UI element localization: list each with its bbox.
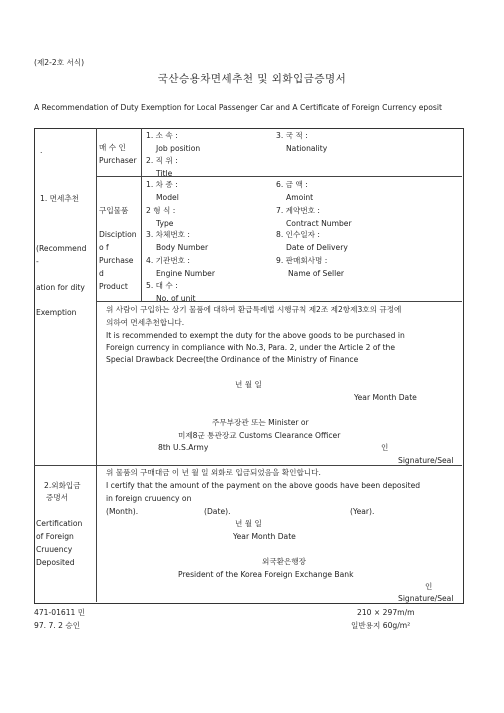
field-model-en: Model	[156, 193, 179, 202]
recommendation-en-2: Foreign currency in compliance with No.3, Para. 2, under the Article 2 of the	[106, 343, 396, 352]
purchaser-label-ko: 매 수 인	[99, 143, 126, 152]
certificate-ko: 위 물품의 구매대금 이 년 월 일 외화로 입금되었음을 확인합니다.	[106, 468, 321, 477]
section1-seal-ko: 인	[381, 443, 389, 452]
section1-seal-en: Signature/Seal	[398, 456, 454, 465]
section1-date-en: Year Month Date	[354, 393, 417, 402]
section1-label-ko: 1. 면세추천	[40, 194, 80, 203]
section1-signer-1: 주무부장관 또는 Minister or	[212, 418, 309, 427]
section2-label-ko-1: 2.외화입금	[44, 481, 81, 490]
row-divider-purchaser	[96, 176, 462, 177]
row-divider-goods	[96, 301, 462, 302]
footer-form-code: 471-01611 민	[34, 608, 86, 617]
section1-date-ko: 년 월 일	[235, 380, 262, 389]
section1-signer-2: 미제8군 통관장교 Customs Clearance Officer	[178, 431, 341, 440]
field-delivery-date[interactable]: 8. 인수일자 :	[276, 230, 320, 239]
field-type-en: Type	[156, 219, 174, 228]
goods-label-en-3: Purchase	[99, 256, 134, 265]
field-nationality[interactable]: 3. 국 적 :	[276, 131, 308, 140]
field-model[interactable]: 1. 차 종 :	[146, 180, 178, 189]
field-engine-number[interactable]: 4. 기관번호 :	[146, 256, 190, 265]
purchaser-label-en: Purchaser	[99, 156, 137, 165]
section2-date-ko: 년 월 일	[235, 519, 262, 528]
certificate-year: (Year).	[350, 507, 375, 516]
goods-label-en-2: o f	[99, 243, 109, 252]
footer-paper-size: 210 × 297m/m	[357, 608, 415, 617]
certificate-month: (Month).	[106, 507, 139, 516]
field-title-en: Title	[156, 169, 173, 178]
section2-seal-ko: 인	[425, 582, 433, 591]
field-type[interactable]: 2 형 식 :	[146, 206, 176, 215]
section2-seal-en: Signature/Seal	[398, 594, 454, 603]
field-units[interactable]: 5. 대 수 :	[146, 281, 178, 290]
footer-paper-weight: 일반용지 60g/m²	[351, 621, 411, 630]
field-delivery-date-en: Date of Delivery	[286, 243, 348, 252]
field-nationality-en: Nationality	[286, 144, 328, 153]
field-amount-en: Amoint	[286, 193, 314, 202]
section1-label-en-2: -	[36, 257, 39, 266]
goods-label-ko: 구입물품	[99, 206, 129, 215]
field-contract-number[interactable]: 7. 계약번호 :	[276, 206, 320, 215]
certificate-en-1: I certify that the amount of the payment on the above goods have been deposited	[106, 481, 421, 490]
field-affiliation-en: Job position	[156, 144, 201, 153]
section2-label-en-4: Deposited	[36, 558, 75, 567]
goods-label-en-4: d	[99, 269, 104, 278]
field-body-number-en: Body Number	[156, 243, 209, 252]
section2-label-en-3: Cruuency	[36, 545, 73, 554]
field-contract-number-en: Contract Number	[286, 219, 352, 228]
section2-label-en-1: Certification	[36, 519, 83, 528]
section2-label-en-2: of Foreign	[36, 532, 74, 541]
goods-label-en-1: Disciption	[99, 230, 137, 239]
field-units-en: No. of unit	[156, 294, 196, 303]
col-divider-label	[141, 128, 142, 301]
section1-mark: .	[40, 146, 43, 155]
recommendation-en-1: It is recommended to exempt the duty for the above goods to be purchased in	[106, 331, 405, 340]
field-affiliation[interactable]: 1. 소 속 :	[146, 131, 178, 140]
section2-label-ko-2: 증명서	[46, 493, 69, 502]
field-seller-name-en: Name of Seller	[288, 269, 345, 278]
field-title[interactable]: 2. 직 위 :	[146, 156, 178, 165]
section1-signer-en: 8th U.S.Army	[158, 443, 209, 452]
section2-date-en: Year Month Date	[233, 532, 296, 541]
document-title: 국산승용차면세추천 및 외화입금증명서	[157, 73, 347, 85]
field-engine-number-en: Engine Number	[156, 269, 215, 278]
section1-label-en-1: (Recommend	[36, 244, 87, 253]
section2-signer-en: President of the Korea Foreign Exchange Bank	[178, 570, 354, 579]
goods-label-en-5: Product	[99, 282, 128, 291]
section1-label-en-4: Exemption	[36, 308, 77, 317]
section2-signer-ko: 외국환은행장	[262, 557, 307, 566]
field-body-number[interactable]: 3. 차체번호 :	[146, 230, 190, 239]
recommendation-en-3: Special Drawback Decree(the Ordinance of the Ministry of Finance	[106, 355, 359, 364]
section1-label-en-3: ation for dity	[36, 283, 85, 292]
form-number: (제2-2호 서식)	[34, 58, 85, 67]
field-amount[interactable]: 6. 금 액 :	[276, 180, 308, 189]
recommendation-ko-2: 의하여 면세추천합니다.	[106, 318, 185, 327]
document-subtitle: A Recommendation of Duty Exemption for Local Passenger Car and A Certificate of Foreign Currency eposit	[34, 103, 442, 112]
certificate-date: (Date).	[204, 507, 231, 516]
certificate-en-2: in foreign cruuency on	[106, 494, 192, 503]
field-seller-name[interactable]: 9. 판매회사명 :	[276, 256, 328, 265]
footer-approval: 97. 7. 2 승인	[34, 621, 81, 630]
col-divider-left	[96, 128, 97, 602]
recommendation-ko-1: 위 사람이 구입하는 상기 물품에 대하여 환급특례법 시행규칙 제2조 제2항제3호의 규정에	[106, 305, 402, 314]
